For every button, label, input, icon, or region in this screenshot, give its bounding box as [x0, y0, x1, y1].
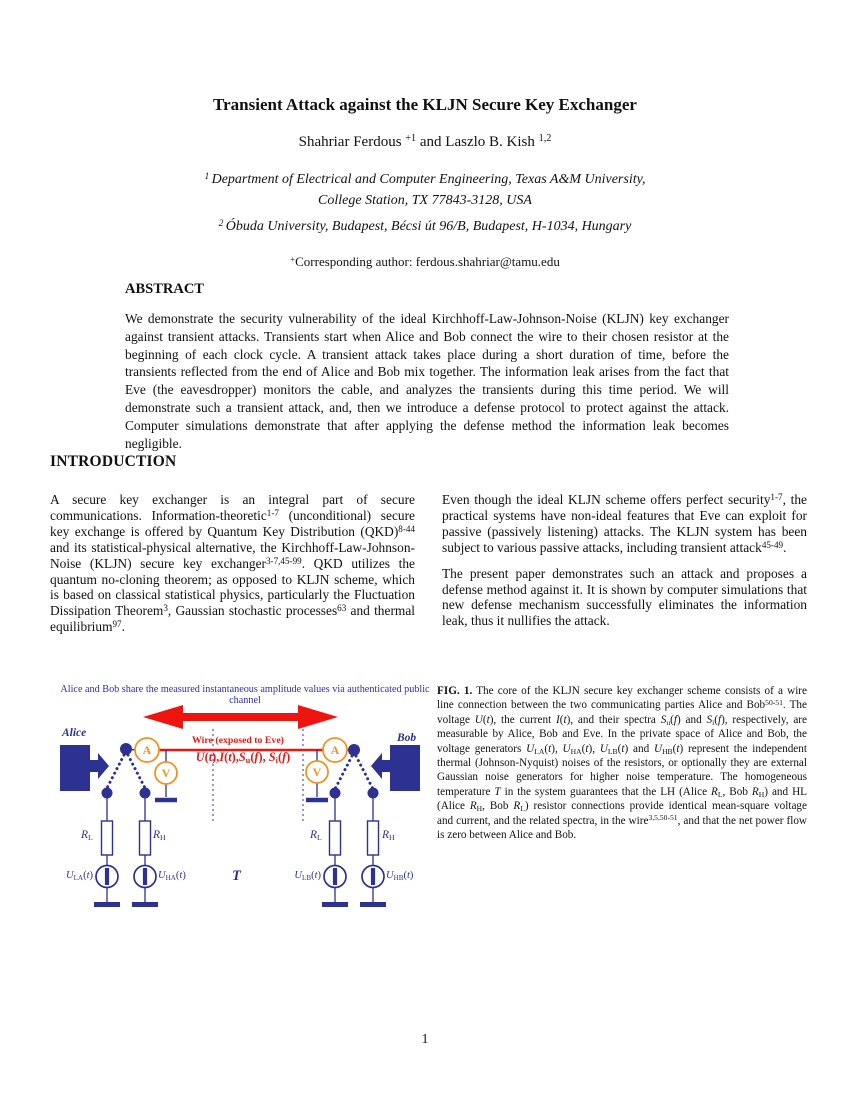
- page-number: 1: [421, 1031, 429, 1046]
- ammeter-label-alice: A: [142, 743, 152, 757]
- alice-label: Alice: [62, 727, 87, 739]
- resistor-label-rl-bob: $R_L$: [310, 829, 322, 843]
- voltmeter-label-alice: V: [161, 766, 171, 780]
- public-channel-arrow: [143, 705, 338, 729]
- affiliation-1-line-2: College Station, TX 77843-3128, USA: [318, 193, 532, 208]
- two-column-body: [50, 492, 807, 645]
- authors-line: Shahriar Ferdous $^{+1}$ and Laszlo B. Kish $^{1,2}$: [298, 133, 552, 150]
- figure-1: [55, 683, 435, 935]
- intro-left-paragraph: A secure key exchanger is an integral part of secure communications. Information-theoretic$^{1-7}$ (unconditional) secure key exchange is offered by Quantum Key Distribution (QKD)$^{8-44}$ and its statistical-physical alternative, the Kirchhoff-Law-Johnson-Noise (KLJN) secure key exchanger$^{3-7,45-99}$. QKD utilizes the quantum no-cloning theorem; as opposed to KLJN scheme, which is based on classical statistical physics, particularly the Fluctuation Dissipation Theorem$^3$, Gaussian stochastic processes$^{63}$ and thermal equilibrium$^{97}$.: [50, 492, 415, 635]
- affiliation-1: [0, 169, 850, 211]
- figure-caption: FIG. 1. The core of the KLJN secure key exchanger scheme consists of a wire line connection between the two communicating parties Alice and Bob$^{50-51}$. The voltage U(t), the current I(t), and their spectra $S_u(f)$ and $S_i(f)$, respectively, are measurable by Alice, Bob and Eve. In the private space of Alice and Bob, the voltage generators $U_{LA}(t)$, $U_{HA}(t)$, $U_{LB}(t)$ and $U_{HB}(t)$ represent the independent thermal (Johnson-Nyquist) noises of the resistors, or optionally they are external Gaussian noise generators for higher noise temperature. The homogeneous temperature T in the system guarantees that the LH (Alice $R_L$, Bob $R_H$) and HL (Alice $R_H$, Bob $R_L$) resistor connections provide identical mean-square voltage and current, and the related spectra, in the wire$^{3,5,50-51}$, and that the net power flow is zero between Alice and Bob.: [437, 685, 808, 842]
- ammeter-label-bob: A: [330, 743, 340, 757]
- voltmeter-label-bob: V: [312, 765, 322, 779]
- generator-label-ula: $U_{LA}(t)$: [65, 870, 93, 882]
- resistor-label-rl-alice: $R_L$: [81, 829, 93, 843]
- paper-title: Transient Attack against the KLJN Secure Key Exchanger: [213, 95, 637, 114]
- right-column: [442, 492, 807, 645]
- bob-label: Bob: [397, 732, 417, 744]
- abstract-text: We demonstrate the security vulnerability of the ideal Kirchhoff-Law-Johnson-Noise (KLJN) key exchanger against transient attacks. Transients start when Alice and Bob connect the wire to their chosen resistor at the beginning of each clock cycle. A transient attack takes place during a short duration of time, before the transients reflected from the end of Alice and Bob mix together. The information leak arises from the fact that Eve (the eavesdropper) monitors the cable, and analyzes the transients during this time period. We will demonstrate such a transient attack, and, then we introduce a defense protocol to protect against the attack. Computer simulations demonstrate that after applying the defense method the information leak becomes negligible.: [125, 311, 729, 451]
- affiliation-2: $^2$ Óbuda University, Budapest, Bécsi út 96/B, Budapest, H-1034, Hungary: [218, 218, 632, 234]
- introduction-heading: INTRODUCTION: [50, 453, 177, 470]
- abstract-heading: ABSTRACT: [125, 281, 204, 297]
- temperature-label: T: [232, 868, 241, 884]
- generator-label-uhb: $U_{HB}(t)$: [386, 870, 414, 882]
- wire-formula: $U(t),I(t),S_u(f)$, $S_i(f)$: [195, 750, 291, 766]
- kljn-circuit-figure: [55, 683, 435, 935]
- public-channel-label: Alice and Bob share the measured instantaneous amplitude values via authenticated public channel: [60, 684, 430, 706]
- resistor-label-rh-bob: $R_H$: [382, 829, 395, 843]
- generator-label-uha: $U_{HA}(t)$: [158, 870, 186, 882]
- wire-label: Wire (exposed to Eve): [192, 735, 284, 746]
- intro-right-paragraph-2: The present paper demonstrates such an attack and proposes a defense method against it. It is shown by computer simulations that new defense mechanism successfully eliminates the information leak, thus it nullifies the attack.: [442, 565, 807, 629]
- alice-block: [60, 745, 109, 791]
- left-column: [50, 492, 415, 645]
- intro-right-paragraph-1: Even though the ideal KLJN scheme offers perfect security$^{1-7}$, the practical systems have non-ideal features that Eve can exploit for passive (passively listening) attacks. The KLJN system has been subject to various passive attacks, including transient attack$^{45-49}$.: [442, 491, 808, 555]
- affiliation-1-line-1: $^1$ Department of Electrical and Computer Engineering, Texas A&M University,: [204, 171, 646, 187]
- bob-block: [371, 745, 420, 791]
- corresponding-author: +Corresponding author: ferdous.shahriar@tamu.edu: [290, 254, 560, 269]
- resistor-label-rh-alice: $R_H$: [153, 829, 166, 843]
- resistors: [102, 821, 379, 855]
- generator-label-ulb: $U_{LB}(t)$: [294, 870, 321, 882]
